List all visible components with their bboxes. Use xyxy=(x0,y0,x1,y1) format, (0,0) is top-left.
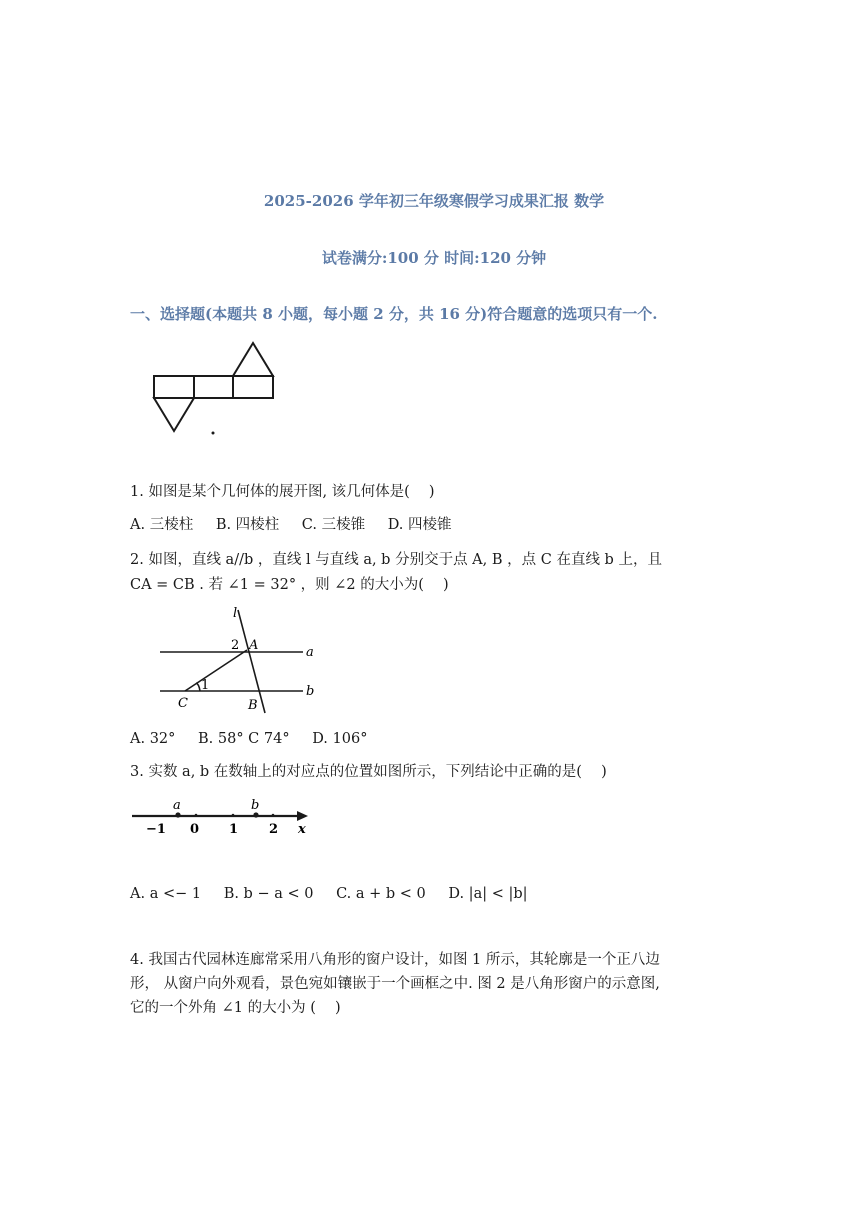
label-B: B xyxy=(248,698,258,713)
label-2: 2 xyxy=(231,638,240,653)
q1-option-b[interactable]: B. 四棱柱 xyxy=(215,517,280,533)
label-l: l xyxy=(233,606,238,621)
exam-title: 2025-2026 学年初三年级寒假学习成果汇报 数学 xyxy=(263,192,605,210)
label-1: 1 xyxy=(201,678,210,693)
label-0: 0 xyxy=(190,822,200,837)
net-rect-3 xyxy=(233,376,273,398)
net-triangle-bottom xyxy=(154,398,194,431)
label-a: a xyxy=(306,645,314,660)
question-2-stem-line1: 2. 如图，直线 a//b ，直线 l 与直线 a, b 分别交于点 A, B ，点 C 在直线 b 上，且 xyxy=(130,552,662,568)
question-2-stem-line2: CA = CB . 若 ∠1 = 32° ，则 ∠2 的大小为( ) xyxy=(130,577,449,593)
label-minus-1: −1 xyxy=(146,822,166,837)
label-point-a: a xyxy=(173,798,181,813)
net-triangle-top xyxy=(233,343,273,376)
net-rect-2 xyxy=(194,376,233,398)
question-4-stem-line1: 4. 我国古代园林连廊常采用八角形的窗户设计，如图 1 所示，其轮廓是一个正八边 xyxy=(130,952,660,968)
section-heading: 一、选择题(本题共 8 小题，每小题 2 分，共 16 分)符合题意的选项只有一个. xyxy=(130,305,658,323)
tick-1 xyxy=(232,814,235,817)
tick-2 xyxy=(272,814,275,817)
point-a xyxy=(175,812,180,817)
point-b xyxy=(253,812,258,817)
segment-ca xyxy=(185,650,247,691)
label-2: 2 xyxy=(269,822,279,837)
angle-1-arc xyxy=(196,683,200,691)
question-4-stem-line2: 形， 从窗户向外观看，景色宛如镶嵌于一个画框之中. 图 2 是八角形窗户的示意图, xyxy=(130,976,660,992)
q2-option-b[interactable]: B. 58° C 74° xyxy=(198,731,290,747)
q1-option-c[interactable]: C. 三棱锥 xyxy=(301,517,366,533)
net-figure xyxy=(150,340,280,440)
q1-option-d[interactable]: D. 四棱锥 xyxy=(387,517,452,533)
label-b: b xyxy=(306,684,315,699)
q2-option-a[interactable]: A. 32° xyxy=(130,731,176,747)
label-point-b: b xyxy=(251,798,260,813)
question-3-options xyxy=(130,882,546,906)
q3-option-b[interactable]: B. b − a < 0 xyxy=(223,886,314,902)
label-1: 1 xyxy=(229,822,239,837)
label-A: A xyxy=(249,638,259,653)
question-2-options xyxy=(130,727,385,751)
tick-0 xyxy=(195,814,198,817)
number-line-figure xyxy=(128,795,323,840)
q1-option-a[interactable]: A. 三棱柱 xyxy=(130,517,194,533)
net-dot xyxy=(212,432,215,435)
question-4-stem-line3: 它的一个外角 ∠1 的大小为 ( ) xyxy=(130,1000,341,1016)
exam-subtitle: 试卷满分:100 分 时间:120 分钟 xyxy=(321,249,547,267)
net-rect-1 xyxy=(154,376,194,398)
question-1-stem: 1. 如图是某个几何体的展开图, 该几何体是( ) xyxy=(130,484,435,500)
label-x: x xyxy=(298,822,306,837)
q3-option-c[interactable]: C. a + b < 0 xyxy=(336,886,426,902)
q2-option-d[interactable]: D. 106° xyxy=(312,731,368,747)
parallel-lines-figure xyxy=(155,605,330,720)
q3-option-d[interactable]: D. |a| < |b| xyxy=(448,886,528,902)
question-3-stem: 3. 实数 a, b 在数轴上的对应点的位置如图所示，下列结论中正确的是( ) xyxy=(130,764,607,780)
q3-option-a[interactable]: A. a <− 1 xyxy=(130,886,202,902)
question-1-options xyxy=(130,513,470,537)
label-C: C xyxy=(178,696,188,711)
axis-arrow xyxy=(297,811,308,821)
